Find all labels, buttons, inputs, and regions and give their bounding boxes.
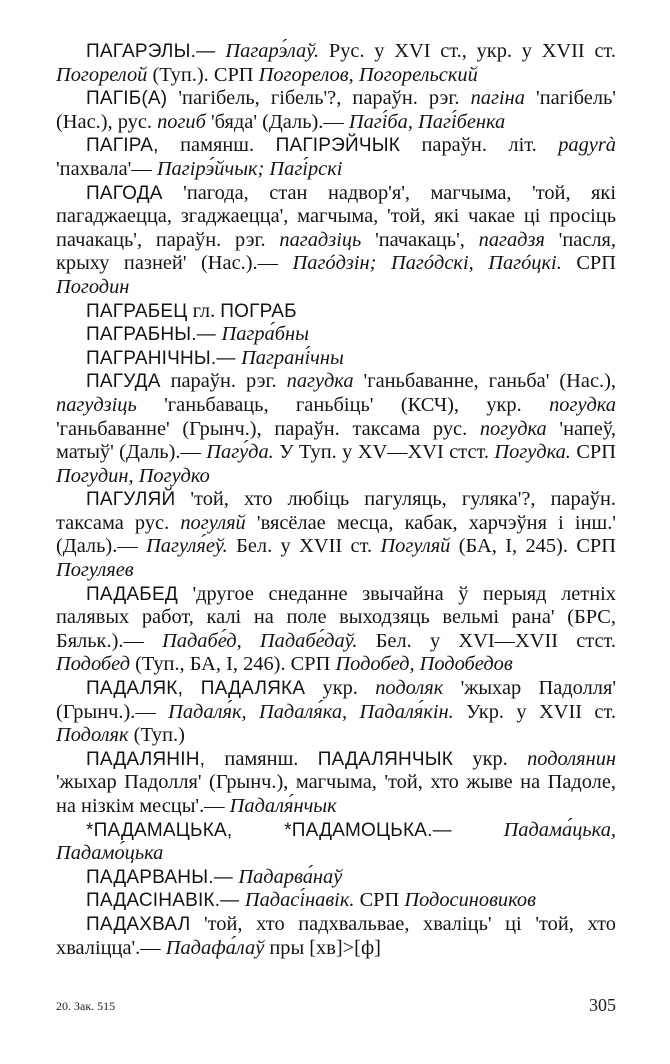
- italic-form: Падасі́навік.: [244, 889, 355, 912]
- entry-list: [56, 40, 616, 960]
- entry-text: 'той, хто любіць пагуляць, гуляка'?, параўн. таксама рус.: [56, 488, 616, 534]
- italic-form: Погорелов, Погорельский: [258, 63, 478, 86]
- headword: ПАДАЛЯНІН,: [86, 748, 206, 770]
- italic-form: пагадзя: [478, 228, 545, 251]
- headword: ПАГРАБНЫ.—: [86, 324, 222, 346]
- italic-form: погиб: [157, 110, 206, 133]
- headword: ПАГРАНІЧНЫ.—: [86, 347, 242, 369]
- dictionary-page: [56, 40, 616, 960]
- italic-form: pagyrà: [558, 134, 616, 157]
- headword: ПАДАРВАНЫ.—: [86, 866, 239, 888]
- italic-form: Падаля́нчык: [229, 795, 337, 817]
- dictionary-entry-pagib: [56, 87, 616, 134]
- italic-form: Погудка.: [494, 441, 571, 464]
- italic-form: Подоляк: [56, 724, 129, 747]
- entry-text: 'другое снеданне звычайна ў перыяд летніх палявых работ, калі на поле выходзяць вельмі рана' (БРС, Бяльк.).—: [56, 582, 616, 652]
- dictionary-entry-paguda: [56, 370, 616, 488]
- entry-text: укр.: [453, 747, 528, 770]
- entry-text: (Туп.). СРП: [147, 63, 259, 86]
- entry-text: 'пагібель, гібель'?, параўн. рэг.: [167, 87, 471, 110]
- headword: ПАДАСІНАВІК.—: [86, 890, 245, 912]
- headword: ПАДАЛЯК, ПАДАЛЯКА: [86, 678, 306, 700]
- entry-text: (Туп.): [128, 724, 185, 747]
- headword: ПАГОДА: [86, 182, 163, 204]
- entry-text: 'ганьбаваць, ганьбіць' (КСЧ), укр.: [136, 393, 550, 416]
- italic-form: подолянин: [527, 747, 617, 770]
- dictionary-entry-pagrabec: [56, 300, 616, 324]
- italic-form: Погуляев: [56, 559, 134, 582]
- italic-form: погуляй: [180, 511, 246, 534]
- italic-form: подоляк: [375, 677, 444, 700]
- italic-form: Пагірэ́йчык; Пагі́рскі: [156, 157, 343, 180]
- headword: ПАГУДА: [86, 371, 161, 393]
- entry-text: 'бяда' (Даль).—: [205, 110, 349, 133]
- italic-form: пагудзіць: [56, 393, 137, 416]
- headword: ПАДАБЕД: [86, 583, 178, 605]
- entry-text: У Туп. у XV—XVI стст.: [273, 441, 495, 464]
- entry-text: 'пагібель' (Нас.), рус.: [56, 87, 616, 133]
- headword: *ПАДАМАЦЬКА, *ПАДАМОЦЬКА.—: [86, 819, 504, 841]
- dictionary-entry-padalyak: [56, 677, 616, 748]
- entry-text: 'ганьбаванне' (Грынч.), параўн. таксама рус.: [56, 417, 480, 440]
- headword: ПАДАХВАЛ: [86, 913, 191, 935]
- entry-text: 'пачакаць',: [361, 228, 479, 251]
- entry-text: Бел. у XVII ст.: [227, 535, 381, 558]
- italic-form: погудка: [549, 393, 616, 416]
- printer-signature: 20. Зак. 515: [56, 999, 116, 1013]
- italic-form: Падама́цька, Падамо́цька: [56, 818, 616, 865]
- italic-form: пагудка: [286, 370, 354, 393]
- entry-text: памянш.: [158, 134, 276, 157]
- entry-text: укр.: [305, 677, 376, 700]
- dictionary-entry-padarvany: [56, 866, 616, 890]
- entry-text: Рус. у XVI ст., укр. у XVII ст.: [319, 40, 617, 62]
- entry-text: 'пасля, крыху пазней' (Нас.).—: [56, 228, 617, 275]
- dictionary-entry-padasinavik: [56, 889, 616, 913]
- headword: ПАГІРЭЙЧЫК: [275, 135, 401, 157]
- entry-text: гл.: [187, 299, 221, 322]
- italic-form: Подобед: [56, 653, 131, 676]
- headword: ПАГІРА,: [86, 135, 159, 157]
- entry-text: 'ганьбаванне, ганьба' (Нас.),: [353, 370, 616, 393]
- italic-form: Погодин: [56, 275, 130, 298]
- dictionary-entry-padamacka: [56, 819, 616, 866]
- entry-text: Бел. у XVI—XVII стст.: [357, 629, 616, 652]
- entry-text: 'той, хто падхвальвае, хваліць' ці 'той, хто хваліцца'.—: [56, 912, 616, 959]
- italic-form: Пагóдзін; Пагóдскі, Пагóцкі.: [292, 252, 562, 275]
- entry-text: 'вясёлае месца, кабак, харчэўня і інш.' (Даль).—: [56, 511, 616, 558]
- entry-text: 'жыхар Падолля' (Грынч.), магчыма, 'той, хто жыве на Падоле, на нізкім месцы'.—: [56, 771, 616, 817]
- headword: ПАДАЛЯНЧЫК: [317, 748, 454, 770]
- entry-text: параўн. рэг.: [160, 370, 287, 393]
- italic-form: Пагуля́еў.: [146, 535, 228, 558]
- italic-form: пагіна: [470, 87, 525, 110]
- headword: ПАГАРЭЛЫ.—: [86, 41, 226, 62]
- page-number: 305: [589, 995, 616, 1015]
- dictionary-entry-padabed: [56, 583, 616, 677]
- italic-form: Падарва́наў: [238, 865, 343, 888]
- headword: ПАГУЛЯЙ: [86, 489, 176, 511]
- headword: ПАГРАБЕЦ: [86, 300, 188, 322]
- page-footer: [56, 995, 616, 1019]
- italic-form: Погудин, Погудко: [56, 464, 210, 487]
- entry-text: параўн. літ.: [400, 134, 559, 157]
- italic-form: Подосиновиков: [404, 889, 536, 912]
- dictionary-entry-paguda-1: [56, 182, 616, 300]
- italic-form: Подобед, Подобедов: [335, 653, 513, 676]
- entry-text: 'пахвала'—: [56, 157, 157, 180]
- dictionary-entry-pagrabny: [56, 323, 616, 347]
- entry-text: СРП: [561, 252, 616, 275]
- dictionary-entry-pagranichny: [56, 347, 616, 371]
- dictionary-entry-padakhval: [56, 913, 616, 960]
- italic-form: Падабе́д, Падабе́даў.: [162, 629, 358, 652]
- entry-text: 'напеў, матыў' (Даль).—: [56, 417, 617, 464]
- headword: ПОГРАБ: [220, 300, 297, 322]
- italic-form: Пагарэ́лаў.: [225, 40, 320, 62]
- entry-text: памянш.: [205, 747, 318, 770]
- italic-form: Пагра́бны: [221, 323, 309, 346]
- italic-form: Падаля́к, Падаля́ка, Падаля́кін.: [168, 700, 454, 723]
- italic-form: погудка: [479, 417, 547, 440]
- headword: ПАГІБ(А): [86, 88, 168, 110]
- entry-text: СРП: [570, 441, 616, 464]
- dictionary-entry-pagira: [56, 134, 616, 181]
- italic-form: Паграні́чны: [241, 346, 344, 369]
- entry-text: (Туп., БА, I, 246). СРП: [130, 653, 336, 676]
- entry-text: СРП: [354, 889, 405, 912]
- entry-text: пры [хв]>[ф]: [264, 936, 381, 959]
- italic-form: Погорелой: [56, 63, 148, 86]
- italic-form: Падафа́лаў: [165, 936, 265, 959]
- italic-form: Пагу́да.: [206, 441, 274, 464]
- dictionary-entry-pagarely: [56, 40, 616, 87]
- dictionary-entry-padalyanin: [56, 748, 616, 819]
- italic-form: Погуляй: [380, 535, 451, 558]
- dictionary-entry-pagulyai: [56, 488, 616, 582]
- italic-form: пагадзіць: [279, 228, 362, 251]
- entry-text: 'жыхар Падолля' (Грынч.).—: [56, 677, 617, 723]
- entry-text: 'пагода, стан надвор'я', магчыма, 'той, які пагаджаецца, згаджаецца', магчыма, 'той, які чакае ці просіць пачакаць', параўн. рэг.: [56, 181, 616, 251]
- italic-form: Пагі́ба, Пагі́бенка: [348, 110, 506, 133]
- entry-text: Укр. у XVII ст.: [453, 700, 616, 723]
- entry-text: (БА, I, 245). СРП: [450, 535, 616, 558]
